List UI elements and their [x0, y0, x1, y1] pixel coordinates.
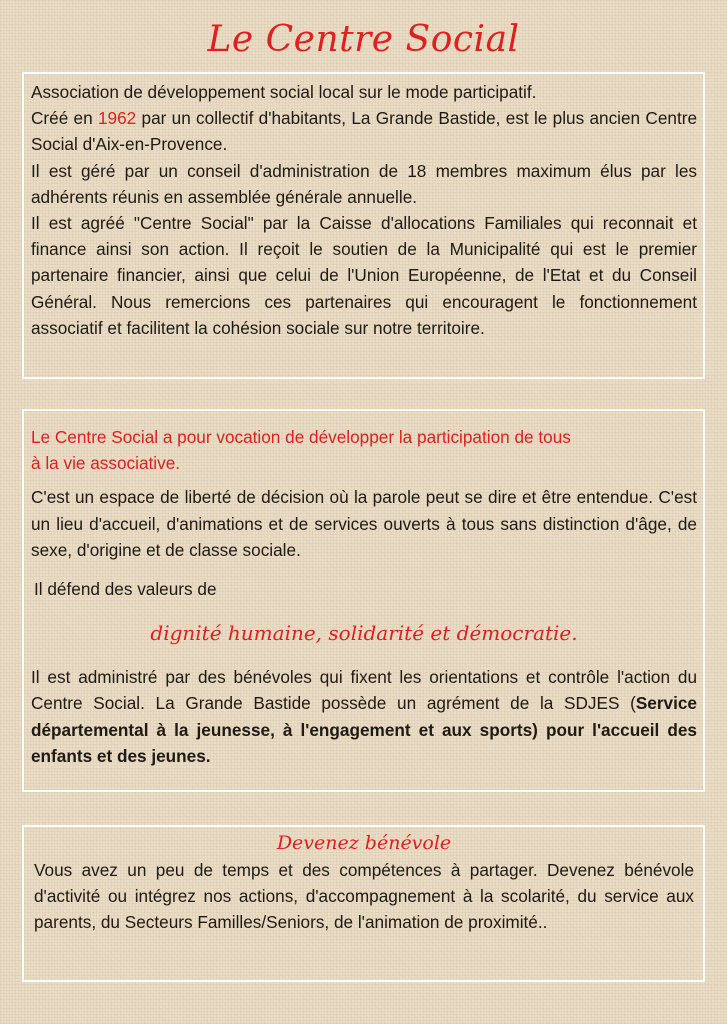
volunteer-text: Vous avez un peu de temps et des compétences à partager. Devenez bénévole d'activité ou intégrez nos actions, d'accompagnement à la scolarité, du service aux parents, du Secteurs Familles/Seniors, de l'animation de proximité.. [34, 860, 694, 933]
sdjes-definition: Service départemental à la jeunesse, à l'engagement et aux sports) pour l'accueil des enfants et des jeunes. [31, 693, 697, 766]
intro-p2-start: Créé en [31, 108, 98, 129]
mission-lead-line-1: Le Centre Social a pour vocation de développer la participation de tous [31, 427, 571, 447]
mission-lead-line-2: à la vie associative. [31, 453, 181, 474]
mission-paragraph-2 [31, 664, 697, 769]
values-intro: Il défend des valeurs de [34, 579, 217, 600]
mission-lead [31, 424, 697, 476]
values-statement: dignité humaine, solidarité et démocratie. [150, 621, 578, 646]
volunteer-panel [22, 825, 705, 982]
intro-paragraph-1: Association de développement social local sur le mode participatif. [31, 82, 537, 102]
intro-paragraph-3: Il est géré par un conseil d'administration de 18 membres maximum élus par les adhérents réunis en assemblée générale annuelle. [31, 160, 697, 207]
mission-paragraph-1: C'est un espace de liberté de décision où la parole peut se dire et être entendue. C'est un lieu d'accueil, d'animations et de services ouverts à tous sans distinction d'âge, de sexe, d'origine et de classe sociale. [31, 487, 697, 560]
founding-year: 1962 [97, 108, 137, 129]
intro-p2-end: par un collectif d'habitants, La Grande Bastide, est le plus ancien Centre Social d'Aix-en-Provence. [31, 108, 697, 155]
page-title: Le Centre Social [207, 19, 520, 60]
intro-paragraph-4: Il est agréé "Centre Social" par la Caisse d'allocations Familiales qui reconnait et finance ainsi son action. Il reçoit le soutien de la Municipalité qui est le premier partenaire financier, ainsi que celui de l'Union Européenne, de l'Etat et du Conseil Général. Nous remercions ces partenaires qui encouragent le fonctionnement associatif et facilitent la cohésion sociale sur notre territoire. [31, 213, 697, 338]
intro-panel [22, 72, 705, 379]
mission-panel [22, 409, 705, 792]
mission-p2-start: Il est administré par des bénévoles qui fixent les orientations et contrôle l'action du Centre Social. La Grande Bastide possède un agrément de la SDJES ( [31, 667, 697, 714]
intro-paragraph-2 [31, 105, 697, 157]
volunteer-title: Devenez bénévole [276, 832, 452, 854]
